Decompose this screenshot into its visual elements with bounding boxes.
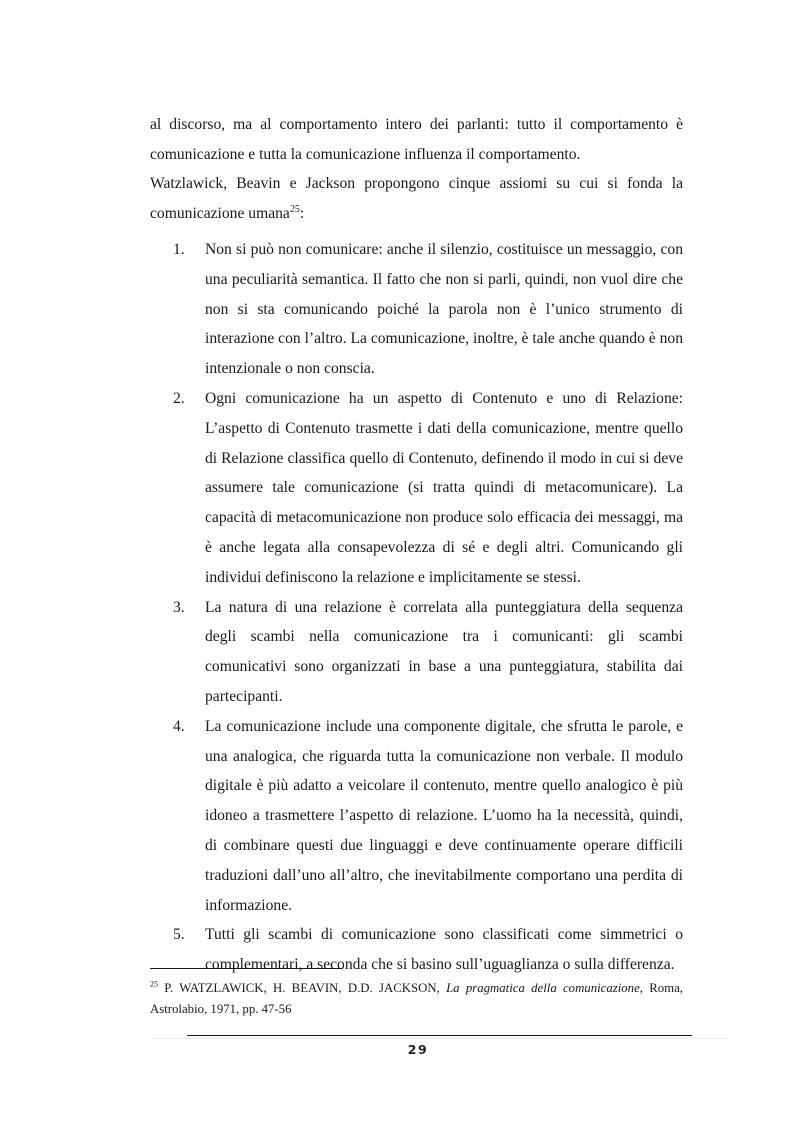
list-item (170, 235, 683, 384)
page-footer-rule-faint (150, 1038, 728, 1039)
list-item-text: Tutti gli scambi di comunicazione sono classificati come simmetrici o complementari, a seconda che si basino sull’uguaglianza o sulla differenza. (205, 926, 683, 974)
list-item-text: La natura di una relazione è correlata alla punteggiatura della sequenza degli scambi nella comunicazione tra i comunicanti: gli scambi comunicativi sono organizzati in base a una punteggiatura, stabilita dai partecipanti. (205, 598, 683, 705)
list-item-text: La comunicazione include una componente digitale, che sfrutta le parole, e una analogica, che riguarda tutta la comunicazione non verbale. Il modulo digitale è più adatto a veicolare il contenuto, mentre quello analogico è più idoneo a trasmettere l’aspetto di relazione. L’uomo ha la necessità, quindi, di combinare questi due linguaggi e deve continuamente operare difficili traduzioni dall’uno all’altro, che inevitabilmente comportano una perdita di informazione. (205, 717, 683, 914)
axioms-list (150, 235, 683, 980)
paragraph-axioms-intro (150, 169, 683, 228)
footnote-authors: P. WATZLAWICK, H. BEAVIN, D.D. JACKSON, (158, 981, 447, 995)
list-item (170, 920, 683, 980)
list-item-text: Non si può non comunicare: anche il silenzio, costituisce un messaggio, con una peculiarità semantica. Il fatto che non si parli, quindi, non vuol dire che non si sta comunicando poiché la parola non è l’unico strumento di interazione con l’altro. La comunicazione, inoltre, è tale anche quando è non intenzionale o non conscia. (205, 241, 684, 378)
list-item-number: 2. (173, 389, 185, 407)
list-item (170, 712, 683, 921)
list-item-text: Ogni comunicazione ha un aspetto di Contenuto e uno di Relazione: L’aspetto di Contenuto trasmette i dati della comunicazione, mentre quello di Relazione classifica quello di Contenuto, definendo il modo in cui si deve assumere tale comunicazione (si tratta quindi di metacomunicare). La capacità di metacomunicazione non produce solo efficacia dei messaggi, ma è anche legata alla consapevolezza di sé e degli altri. Comunicando gli individui definiscono la relazione e implicitamente se stessi. (205, 389, 683, 586)
paragraph-continuation: al discorso, ma al comportamento intero dei parlanti: tutto il comportamento è comunicazione e tutta la comunicazione influenza il comportamento. (150, 116, 683, 163)
footnote-reference[interactable]: 25 (289, 203, 300, 215)
page-footer-rule (187, 1035, 692, 1036)
page-body (150, 110, 683, 980)
footnote-publication: , Roma, Astrolabio, 1971, pp. 47-56 (150, 981, 684, 1016)
footnote-title: La pragmatica della comunicazione (446, 981, 640, 995)
footnote-separator (150, 968, 343, 969)
footnote-marker: 25 (150, 979, 158, 989)
axioms-intro-text: Watzlawick, Beavin e Jackson propongono cinque assiomi su cui si fonda la comunicazione umana (150, 175, 683, 222)
list-item (170, 593, 683, 712)
list-item-number: 3. (173, 598, 185, 616)
footnote (150, 978, 683, 1020)
page-number: 29 (407, 1042, 429, 1057)
list-item-number: 5. (173, 926, 185, 944)
list-item (170, 384, 683, 593)
axioms-intro-colon: : (299, 204, 305, 222)
list-item-number: 1. (173, 241, 185, 258)
list-item-number: 4. (173, 717, 185, 735)
